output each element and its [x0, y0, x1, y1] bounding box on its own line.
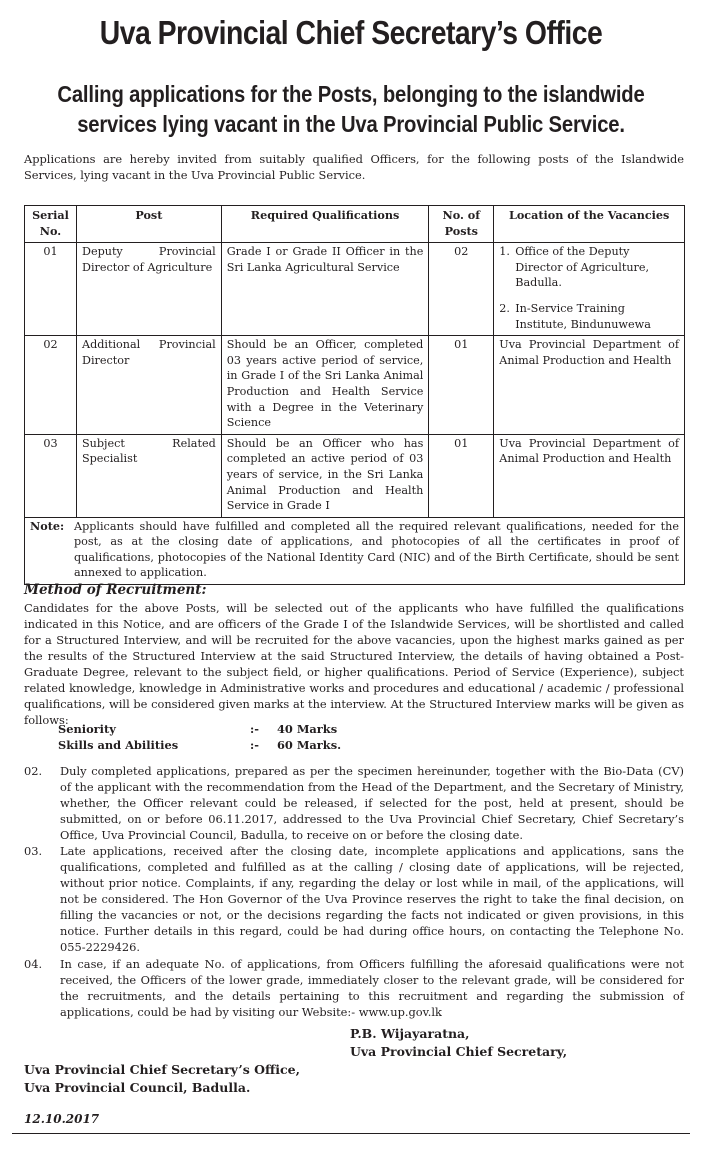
- paragraph-text: In case, if an adequate No. of applications, from Officers fulfilling the aforesaid qualifications were not received, the Officers of the lower grade, immediately closer to the relevant grade, will be considered for the recruitments, and the details pertaining to this recruitment and regarding the submission of applications, could be had by visiting our Website:- www.up.gov.lk: [60, 957, 684, 1019]
- note-cell: [25, 517, 685, 584]
- office-address: [24, 1061, 300, 1097]
- table-row: [25, 434, 685, 517]
- table-row: [25, 243, 685, 336]
- cell-location: Uva Provincial Department of Animal Production and Health: [494, 434, 685, 517]
- header-qualifications: Required Qualifications: [221, 206, 429, 243]
- header-location: Location of the Vacancies: [494, 206, 685, 243]
- location-item-text: Office of the Deputy Director of Agriculture, Badulla.: [515, 245, 650, 290]
- table-row: [25, 336, 685, 435]
- marks-item: [58, 737, 388, 753]
- method-heading: Method of Recruitment:: [24, 582, 207, 598]
- cell-post: Additional Provincial Director: [76, 336, 221, 435]
- vacancies-table: [24, 205, 685, 585]
- cell-post: Deputy Provincial Director of Agriculture: [76, 243, 221, 336]
- notice-subtitle: [42, 79, 660, 139]
- marks-label: Seniority: [58, 722, 116, 736]
- header-post: Post: [76, 206, 221, 243]
- cell-qualifications: Should be an Officer who has completed an active period of 03 years of service, in the Sri Lanka Animal Production and Health Service in Grade I: [221, 434, 429, 517]
- cell-serial: 02: [25, 336, 77, 435]
- office-line-2: Uva Provincial Council, Badulla.: [24, 1080, 251, 1095]
- marks-value: 60 Marks.: [277, 738, 342, 752]
- cell-no-of-posts: 02: [429, 243, 494, 336]
- marks-item: [58, 721, 388, 737]
- table-header-row: [25, 206, 685, 243]
- paragraph-number: 03.: [24, 844, 43, 858]
- cell-no-of-posts: 01: [429, 336, 494, 435]
- method-body: Candidates for the above Posts, will be selected out of the applicants who have fulfilled the qualifications indicated in this Notice, and are officers of the Grade I of the Islandwide Services, will be shortlisted and called for a Structured Interview, and will be recruited for the above vacancies, upon the highest marks gained as per the results of the Structured Interview at the said Structured Interview, the details of having obtained a Post-Graduate Degree, relevant to the subject field, or higher qualifications. Period of Service (Experience), subject related knowledge, knowledge in Administrative works and procedures and educational / academic / professional qualifications, will be considered given marks at the interview. At the Structured Interview marks will be given as follows:: [24, 601, 684, 727]
- numbered-paragraph: [24, 956, 684, 1020]
- paragraph-text: Late applications, received after the closing date, incomplete applications and applications, sans the qualifications, completed and fulfilled as at the calling / closing date of applications, will be rejected, without prior notice. Complaints, if any, regarding the delay or lost while in mail, of the applications, will not be considered. The Hon Governor of the Uva Province reserves the right to take the final decision, on filling the vacancies or not, or the decisions regarding the facts not indicated or given provisions, in this notice. Further details in this regard, could be had during office hours, on contacting the Telephone No. 055-2229426.: [60, 844, 684, 954]
- note-label: Note:: [30, 518, 65, 533]
- location-item-text: In-Service Training Institute, Bindunuwewa: [515, 301, 651, 331]
- location-item-number: 1.: [499, 245, 510, 259]
- header-no-of-posts: No. of Posts: [429, 206, 494, 243]
- cell-qualifications: Grade I or Grade II Officer in the Sri Lanka Agricultural Service: [221, 243, 429, 336]
- location-item: [499, 301, 679, 332]
- header-serial: Serial No.: [25, 206, 77, 243]
- marks-value: 40 Marks: [277, 722, 338, 736]
- marks-separator: :-: [250, 738, 259, 752]
- paragraph-number: 02.: [24, 764, 43, 778]
- signature-block: [350, 1025, 567, 1061]
- cell-qualifications: Should be an Officer, completed 03 years active period of service, in Grade I of the Sri Lanka Animal Production and Health Service with a Degree in the Veterinary Science: [221, 336, 429, 435]
- cell-post: Subject Related Specialist: [76, 434, 221, 517]
- marks-list: [58, 721, 388, 753]
- cell-no-of-posts: 01: [429, 434, 494, 517]
- marks-label: Skills and Abilities: [58, 738, 179, 752]
- signatory-title: Uva Provincial Chief Secretary,: [350, 1044, 568, 1059]
- subtitle-line-1: Calling applications for the Posts, belonging to the islandwide: [57, 81, 645, 107]
- paragraph-text: Duly completed applications, prepared as per the specimen hereinunder, together with the Bio-Data (CV) of the applicant with the recommendation from the Head of the Department, and the Secretary of Ministry, whether, the Officer relevant could be released, if selected for the post, held at present, should be submitted, on or before 06.11.2017, addressed to the Uva Provincial Chief Secretary, Chief Secretary’s Office, Uva Provincial Council, Badulla, to receive on or before the closing date.: [60, 764, 684, 842]
- bottom-divider: [12, 1133, 690, 1134]
- paragraph-number: 04.: [24, 957, 43, 971]
- table-note-row: [25, 517, 685, 584]
- intro-paragraph: Applications are hereby invited from suitably qualified Officers, for the following posts of the Islandwide Services, lying vacant in the Uva Provincial Public Service.: [24, 152, 684, 182]
- page-title: Uva Provincial Chief Secretary’s Office: [99, 14, 603, 51]
- cell-serial: 01: [25, 243, 77, 336]
- signatory-name: P.B. Wijayaratna,: [350, 1026, 470, 1041]
- note-text: Applicants should have fulfilled and completed all the required relevant qualifications, needed for the post, as at the closing date of applications, and photocopies of all the certificates in proof of qualifications, photocopies of the National Identity Card (NIC) and of the Birth Certificate, should be sent annexed to application.: [74, 519, 679, 580]
- subtitle-line-2: services lying vacant in the Uva Provincial Public Service.: [77, 111, 625, 137]
- location-item: [499, 244, 679, 291]
- location-item-number: 2.: [499, 301, 510, 315]
- cell-serial: 03: [25, 434, 77, 517]
- notice-date: 12.10.2017: [24, 1112, 100, 1126]
- marks-separator: :-: [250, 722, 259, 736]
- cell-location: [494, 243, 685, 336]
- numbered-paragraph: [24, 763, 684, 843]
- numbered-paragraph: [24, 843, 684, 955]
- office-line-1: Uva Provincial Chief Secretary’s Office,: [24, 1062, 300, 1077]
- cell-location: Uva Provincial Department of Animal Production and Health: [494, 336, 685, 435]
